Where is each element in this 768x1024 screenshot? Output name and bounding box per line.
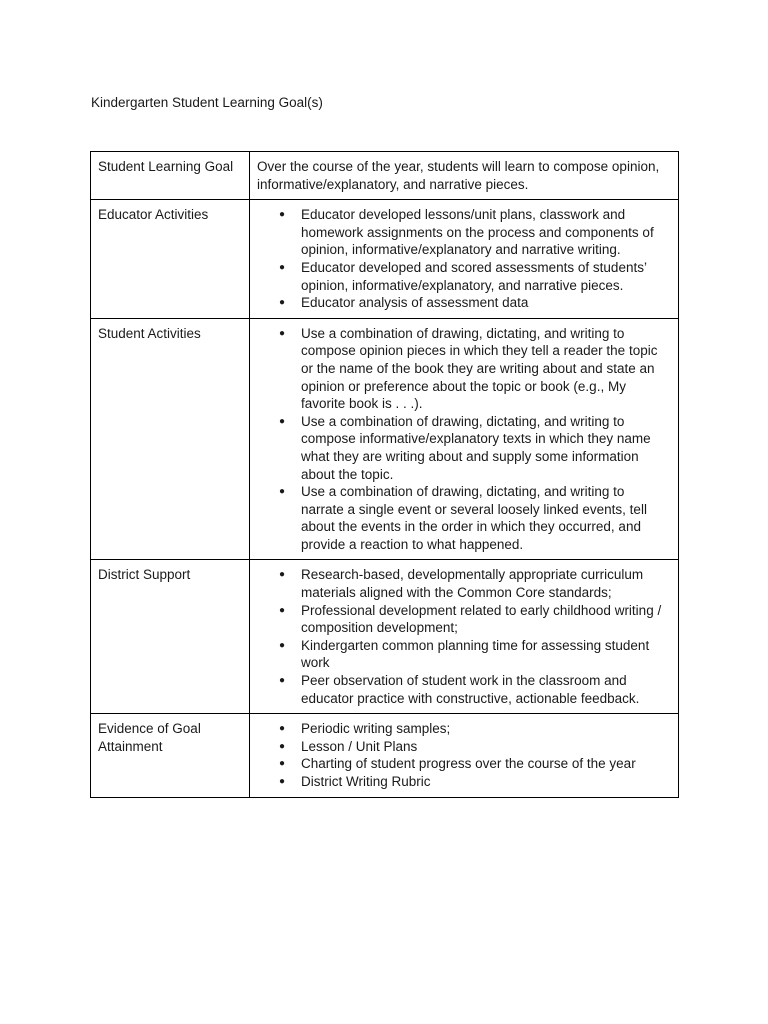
learning-goal-table (90, 151, 679, 798)
row-label-evidence-of-goal-attainment (91, 714, 250, 797)
list-item (301, 483, 678, 553)
bullet-line: ● Use a combination of drawing, dictating, and writing to (301, 484, 625, 500)
bullet-list (257, 566, 678, 707)
label-line: Educator Activities (98, 207, 209, 223)
bullet-line: ● Peer observation of student work in the classroom and (301, 673, 627, 689)
list-item (301, 566, 678, 601)
bullet-line: favorite book is . . .). (301, 396, 423, 412)
bullet-line: ● Kindergarten common planning time for assessing student (301, 637, 650, 653)
bullet-line: what they are writing about and supply some information (301, 448, 639, 464)
list-item (301, 720, 678, 738)
bullet-line: about the events in the order in which they occurred, and (301, 519, 641, 535)
label-line: Evidence of Goal (98, 721, 201, 737)
document-title: Kindergarten Student Learning Goal(s) (91, 95, 323, 110)
label-line: District Support (98, 567, 191, 583)
bullet-line: compose informative/explanatory texts in which they name (301, 431, 651, 447)
bullet-list (257, 325, 678, 554)
bullet-line: ● Lesson / Unit Plans (301, 738, 418, 754)
list-item (301, 602, 678, 637)
table-row (91, 152, 679, 200)
bullet-line: opinion or preference about the topic or book (e.g., My (301, 378, 626, 394)
bullet-line: ● Educator developed and scored assessments of students’ (301, 259, 647, 275)
bullet-line: or the name of the book they are writing about and state an (301, 360, 655, 376)
bullet-line: ● Professional development related to early childhood writing / (301, 602, 662, 618)
row-label-educator-activities (91, 200, 250, 319)
bullet-line: ● District Writing Rubric (301, 774, 431, 789)
text-line: Over the course of the year, students will learn to compose opinion, (257, 159, 660, 174)
list-item (301, 755, 678, 773)
table-row (91, 200, 679, 319)
bullet-line: about the topic. (301, 466, 394, 482)
text-line: informative/explanatory, and narrative pieces. (257, 176, 529, 192)
bullet-line: compose opinion pieces in which they tell a reader the topic (301, 343, 658, 359)
list-item (301, 325, 678, 413)
bullet-line: ● Educator analysis of assessment data (301, 295, 529, 311)
table-row (91, 318, 679, 560)
bullet-list (257, 206, 678, 312)
bullet-line: educator practice with constructive, actionable feedback. (301, 690, 640, 706)
row-value-student-learning-goal (250, 152, 679, 200)
list-item (301, 672, 678, 707)
bullet-line: composition development; (301, 620, 458, 636)
bullet-line: ● Educator developed lessons/unit plans, classwork and (301, 207, 626, 223)
row-value-evidence-of-goal-attainment (250, 714, 679, 797)
label-line: Student Learning Goal (98, 159, 234, 174)
list-item (301, 206, 678, 259)
label-line: Attainment (98, 738, 163, 754)
bullet-list (257, 720, 678, 790)
bullet-line: ● Use a combination of drawing, dictating, and writing to (301, 413, 625, 429)
row-label-district-support (91, 560, 250, 714)
table-row (91, 560, 679, 714)
row-value-student-activities (250, 318, 679, 560)
bullet-line: homework assignments on the process and components of (301, 224, 654, 240)
bullet-line: opinion, informative/explanatory and narrative writing. (301, 242, 621, 258)
list-item (301, 637, 678, 672)
list-item (301, 294, 678, 312)
row-value-district-support (250, 560, 679, 714)
bullet-line: ● Periodic writing samples; (301, 721, 451, 737)
bullet-line: work (301, 655, 330, 671)
list-item (301, 773, 678, 791)
row-label-student-activities (91, 318, 250, 560)
bullet-line: ● Use a combination of drawing, dictating, and writing to (301, 325, 625, 341)
row-value-educator-activities (250, 200, 679, 319)
list-item (301, 259, 678, 294)
list-item (301, 413, 678, 483)
bullet-line: opinion, informative/explanatory, and narrative pieces. (301, 277, 624, 293)
bullet-line: materials aligned with the Common Core standards; (301, 585, 612, 601)
table-row (91, 714, 679, 797)
list-item (301, 738, 678, 756)
bullet-line: ● Research-based, developmentally appropriate curriculum (301, 567, 644, 583)
bullet-line: ● Charting of student progress over the course of the year (301, 756, 636, 772)
bullet-line: provide a reaction to what happened. (301, 536, 524, 552)
row-label-student-learning-goal (91, 152, 250, 200)
bullet-line: narrate a single event or several loosely linked events, tell (301, 501, 647, 517)
label-line: Student Activities (98, 325, 201, 341)
